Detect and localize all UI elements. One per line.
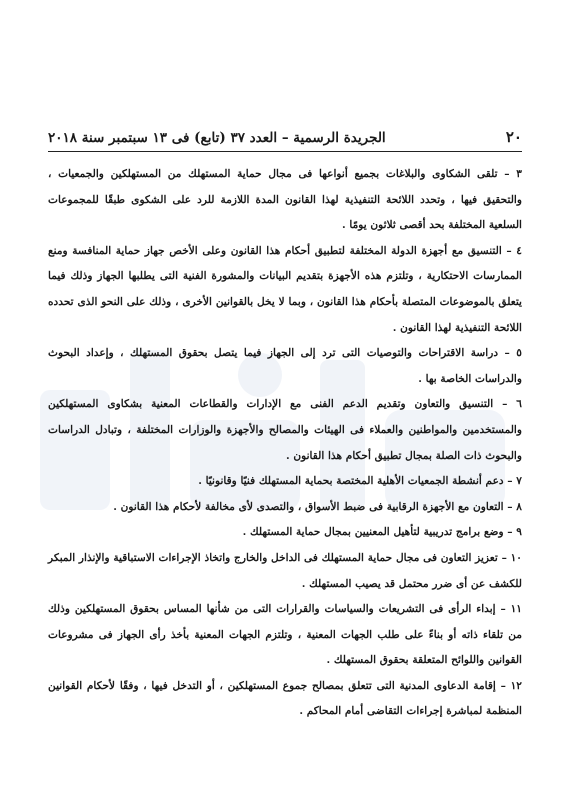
gazette-title: الجريدة الرسمية – العدد ٣٧ (تابع) فى ١٣ سبتمبر سنة ٢٠١٨ [48,130,386,146]
page-number: ٢٠ [505,128,522,146]
clause-7: ٧ – دعم أنشطة الجمعيات الأهلية المختصة بحماية المستهلك فنيًا وقانونيًا . [198,475,522,488]
clause-12: ١٢ – إقامة الدعاوى المدنية التى تتعلق بمصالح جموع المستهلكين ، أو التدخل فيها ، وفقًا لأحكام القوانين المنظمة لمباشرة إجراءات التقاضى أمام المحاكم . [48,679,522,718]
clause-3: ٣ – تلقى الشكاوى والبلاغات بجميع أنواعها فى مجال حماية المستهلك من المستهلكين والجمعيات ، والتحقيق فيها ، وتحدد اللائحة التنفيذية لهذا القانون المدة اللازمة للرد على الشكوى طبقًا للمجموعات السلعية المختلفة بحد أقصى ثلاثون يومًا . [48,168,522,232]
document-page [48,128,522,778]
clause-8: ٨ – التعاون مع الأجهزة الرقابية فى ضبط الأسواق ، والتصدى لأى مخالفة لأحكام هذا القانون . [113,500,522,513]
clause-5: ٥ – دراسة الاقتراحات والتوصيات التى ترد إلى الجهاز فيما يتصل بحقوق المستهلك ، وإعداد البحوث والدراسات الخاصة بها . [48,347,522,385]
clause-10: ١٠ – تعزيز التعاون فى مجال حماية المستهلك فى الداخل والخارج واتخاذ الإجراءات الاستباقية والإنذار المبكر للكشف عن أى ضرر محتمل قد يصيب المستهلك . [48,551,522,590]
clause-9: ٩ – وضع برامج تدريبية لتأهيل المعنيين بمجال حماية المستهلك . [242,526,522,539]
clause-6: ٦ – التنسيق والتعاون وتقديم الدعم الفنى مع الإدارات والقطاعات المعنية بشكاوى المستهلكين والمستخدمين والمواطنين والعملاء فى الهيئات والمصالح والأجهزة والوزارات المختلفة ، وتبادل الدراسات والبحوث ذات الصلة بمجال تطبيق أحكام هذا القانون . [48,398,522,462]
article-clauses [48,162,522,725]
page-header [48,128,522,152]
clause-4: ٤ – التنسيق مع أجهزة الدولة المختلفة لتطبيق أحكام هذا القانون وعلى الأخص جهاز حماية المنافسة ومنع الممارسات الاحتكارية ، وتلتزم هذه الأجهزة بتقديم البيانات والمشورة الفنية التى يطلبها الجهاز وذلك فيما يتعلق بالموضوعات المتصلة بأحكام هذا القانون ، وبما لا يخل بالقوانين الأخرى ، وذلك على النحو الذى تحدده اللائحة التنفيذية لهذا القانون . [48,244,522,334]
clause-11: ١١ – إبداء الرأى فى التشريعات والسياسات والقرارات التى من شأنها المساس بحقوق المستهلكين وذلك من تلقاء ذاته أو بناءً على طلب الجهات المعنية ، وتلتزم الجهات المعنية بأخذ رأى الجهاز فى مشروعات القوانين واللوائح المتعلقة بحقوق المستهلك . [48,603,522,667]
